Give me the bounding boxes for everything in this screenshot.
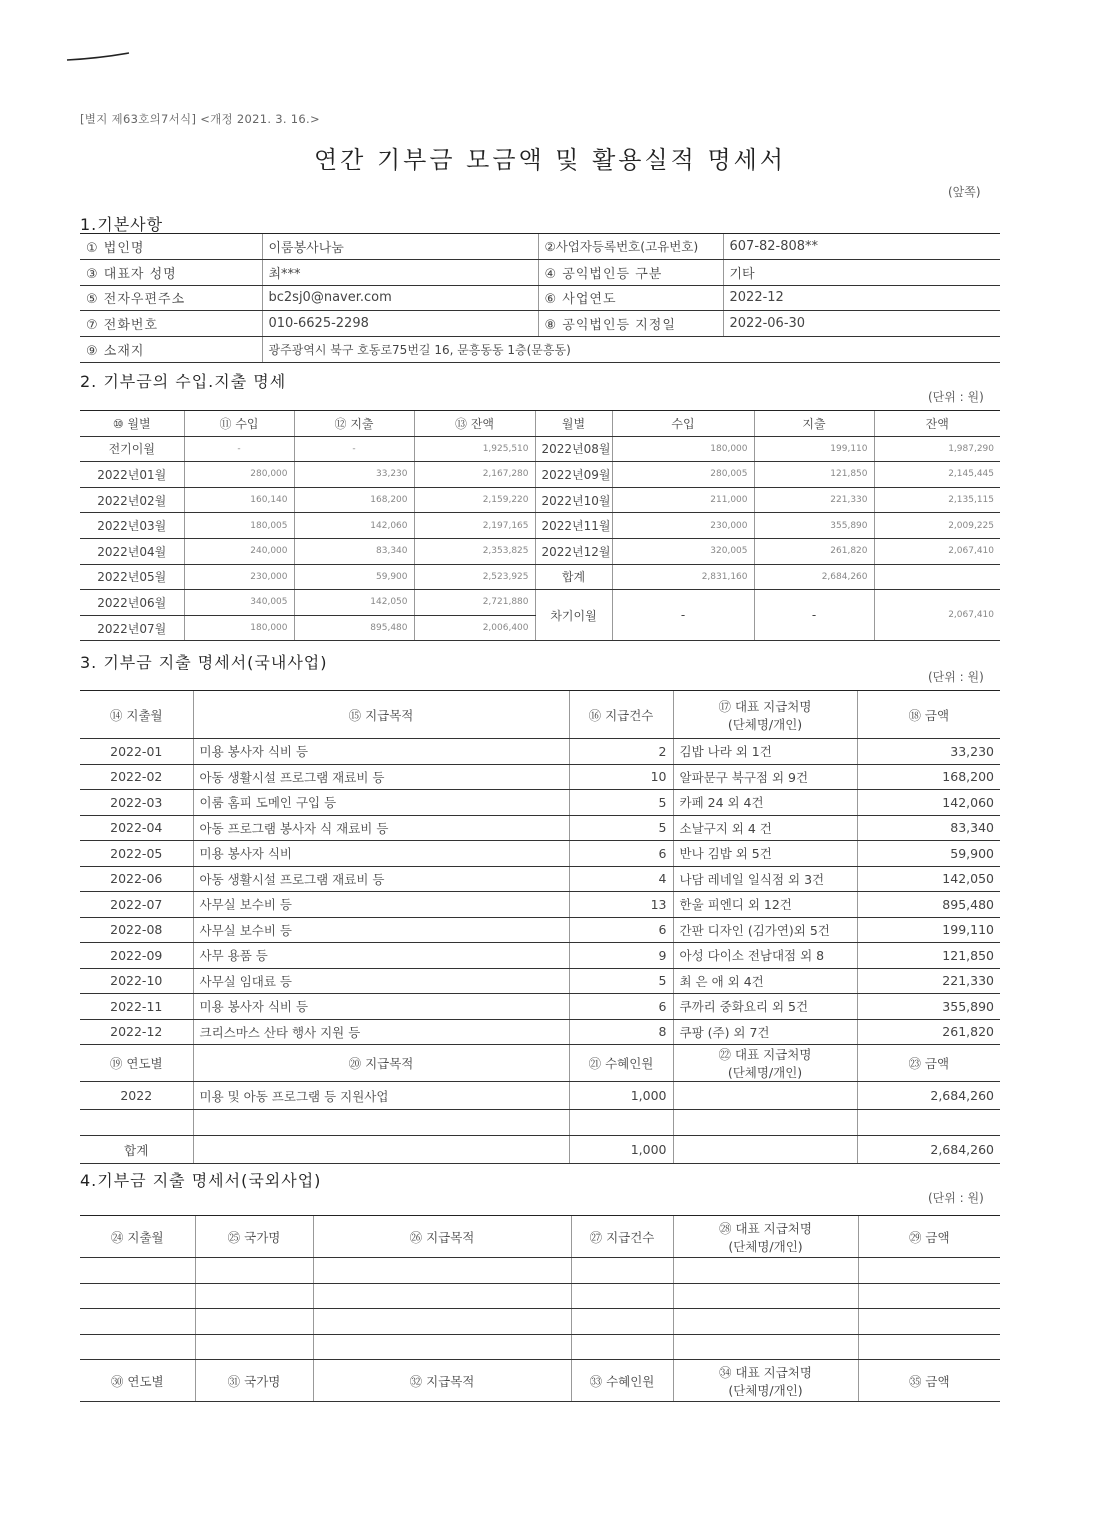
header-o-year: ㉚ 연도별: [80, 1360, 195, 1402]
apply-value: 2022-06-30: [723, 311, 1000, 337]
balance-cell: 1,987,290: [874, 436, 1000, 462]
header-payee-line2: (단체명/개인): [727, 716, 803, 732]
income-cell: 240,000: [184, 538, 294, 564]
overseas-header-row: [80, 1216, 1000, 1258]
header-o-beneficiaries: ㉝ 수혜인원: [571, 1360, 673, 1402]
income-cell: 280,005: [612, 462, 754, 488]
header-expense: ⑫ 지출: [294, 411, 414, 437]
phone-label: ⑦ 전화번호: [80, 311, 262, 337]
section1-heading: 1.기본사항: [80, 215, 164, 234]
spend-row: [80, 917, 1000, 943]
income-cell: 160,140: [184, 487, 294, 513]
spend-month: 2022-04: [80, 815, 193, 841]
spend-purpose: 이룸 홈피 도메인 구입 등: [193, 790, 569, 816]
corp-name-label: ① 법인명: [80, 234, 262, 260]
income-cell: 280,000: [184, 462, 294, 488]
balance-cell: [874, 564, 1000, 590]
header-balance: ⑬ 잔액: [414, 411, 535, 437]
header-amount: ⑱ 금액: [857, 691, 1000, 739]
header-income: ⑪ 수입: [184, 411, 294, 437]
overseas-spend-table: [80, 1215, 1000, 1402]
month-cell: 2022년08월: [535, 436, 612, 462]
expense-cell: 168,200: [294, 487, 414, 513]
income-row: [80, 487, 1000, 513]
header-purpose-2: ⑳ 지급목적: [193, 1045, 569, 1082]
income-cell: 211,000: [612, 487, 754, 513]
year-purpose: 미용 및 아동 프로그램 등 지원사업: [193, 1082, 569, 1110]
spend-row: [80, 815, 1000, 841]
spend-amount: 199,110: [857, 917, 1000, 943]
income-total-cell: 2,831,160: [612, 564, 754, 590]
spend-payee: 아성 다이소 전남대점 외 8: [673, 943, 857, 969]
year-amount: 2,684,260: [857, 1082, 1000, 1110]
spend-count: 9: [569, 943, 673, 969]
spend-month: 2022-03: [80, 790, 193, 816]
header-o-payee2-line2: (단체명/개인): [728, 1382, 803, 1398]
spend-count: 13: [569, 892, 673, 918]
income-row: [80, 564, 1000, 590]
spend-month: 2022-10: [80, 968, 193, 994]
header-o-payee2-line1: ㉞ 대표 지급처명: [719, 1364, 812, 1380]
header-o-payee-2: [673, 1360, 858, 1402]
income-cell: 230,000: [612, 513, 754, 539]
expense-cell: 83,340: [294, 538, 414, 564]
corp-name-value: 이룸봉사나눔: [262, 234, 538, 260]
expense-cell: 59,900: [294, 564, 414, 590]
spend-month: 2022-01: [80, 739, 193, 765]
year-payee: [673, 1082, 857, 1110]
spend-payee: 알파문구 북구점 외 9건: [673, 764, 857, 790]
rep-label: ③ 대표자 성명: [80, 259, 262, 285]
spend-purpose: 사무실 보수비 등: [193, 917, 569, 943]
balance-cell: 1,925,510: [414, 436, 535, 462]
spend-amount: 221,330: [857, 968, 1000, 994]
header-o-country: ㉕ 국가명: [195, 1216, 313, 1258]
header-payee2-line1: ㉒ 대표 지급처명: [718, 1047, 812, 1062]
balance-cell: 2,721,880: [414, 590, 535, 616]
balance-cell: 2,145,445: [874, 462, 1000, 488]
yearly-header-row: [80, 1045, 1000, 1082]
header-month: ⑩ 월별: [80, 411, 184, 437]
spend-count: 5: [569, 968, 673, 994]
blank-row: [80, 1110, 1000, 1136]
spend-month: 2022-09: [80, 943, 193, 969]
section2-unit: (단위 : 원): [928, 390, 984, 404]
balance-cell: 2,159,220: [414, 487, 535, 513]
spend-count: 10: [569, 764, 673, 790]
spend-amount: 142,060: [857, 790, 1000, 816]
spend-row: [80, 790, 1000, 816]
month-cell: 2022년04월: [80, 538, 184, 564]
type-label: ④ 공익법인등 구분: [538, 259, 723, 285]
spend-count: 4: [569, 866, 673, 892]
month-cell: 2022년02월: [80, 487, 184, 513]
expense-cell: 121,850: [754, 462, 874, 488]
section2-heading: 2. 기부금의 수입.지출 명세: [80, 372, 287, 391]
total-label-cell: 합계: [535, 564, 612, 590]
basic-row: [80, 259, 1000, 285]
page-side-label: (앞쪽): [948, 185, 981, 199]
spend-count: 8: [569, 1019, 673, 1045]
spend-purpose: 아동 생활시설 프로그램 재료비 등: [193, 866, 569, 892]
spend-payee: 김밥 나라 외 1건: [673, 739, 857, 765]
header-year: ⑲ 연도별: [80, 1045, 193, 1082]
spend-purpose: 사무실 보수비 등: [193, 892, 569, 918]
total-row: [80, 1136, 1000, 1164]
header-o-month: ㉔ 지출월: [80, 1216, 195, 1258]
email-value: bc2sj0@naver.com: [262, 285, 538, 311]
expense-cell: 142,060: [294, 513, 414, 539]
spend-row: [80, 968, 1000, 994]
document-title: 연간 기부금 모금액 및 활용실적 명세서: [313, 146, 787, 174]
section4-unit: (단위 : 원): [928, 1191, 984, 1205]
income-header-row: [80, 411, 1000, 437]
basic-row: [80, 311, 1000, 337]
year-value: 2022-12: [723, 285, 1000, 311]
spend-amount: 33,230: [857, 739, 1000, 765]
spend-row: [80, 892, 1000, 918]
expense-cell: 142,050: [294, 590, 414, 616]
year-label: ⑥ 사업연도: [538, 285, 723, 311]
expense-cell: 895,480: [294, 615, 414, 641]
income-cell: 340,005: [184, 590, 294, 616]
basic-row: [80, 285, 1000, 311]
header-payee: [673, 691, 857, 739]
type-value: 기타: [723, 259, 1000, 285]
spend-payee: 나담 레네일 일식점 외 3건: [673, 866, 857, 892]
spend-month: 2022-05: [80, 841, 193, 867]
spend-row: [80, 866, 1000, 892]
header-o-amount-2: ㉟ 금액: [858, 1360, 1000, 1402]
header-payee2-line2: (단체명/개인): [727, 1065, 803, 1080]
balance-cell: 2,067,410: [874, 538, 1000, 564]
income-cell: 180,005: [184, 513, 294, 539]
phone-value: 010-6625-2298: [262, 311, 538, 337]
spend-amount: 355,890: [857, 994, 1000, 1020]
income-row: [80, 538, 1000, 564]
month-cell: 2022년06월: [80, 590, 184, 616]
balance-cell: 2,009,225: [874, 513, 1000, 539]
spend-payee: 쿠팡 (주) 외 7건: [673, 1019, 857, 1045]
overseas-year-header-row: [80, 1360, 1000, 1402]
header-o-amount: ㉙ 금액: [858, 1216, 1000, 1258]
spend-amount: 59,900: [857, 841, 1000, 867]
spend-amount: 121,850: [857, 943, 1000, 969]
header-amount-2: ㉓ 금액: [857, 1045, 1000, 1082]
rep-value: 최***: [262, 259, 538, 285]
spend-payee: 한울 피엔디 외 12건: [673, 892, 857, 918]
income-cell: 320,005: [612, 538, 754, 564]
expense-cell: 33,230: [294, 462, 414, 488]
spend-row: [80, 764, 1000, 790]
spend-purpose: 미용 봉사자 식비: [193, 841, 569, 867]
income-cell: 180,000: [184, 615, 294, 641]
apply-label: ⑧ 공익법인등 지정일: [538, 311, 723, 337]
header-o-purpose: ㉖ 지급목적: [313, 1216, 571, 1258]
spend-purpose: 사무 용품 등: [193, 943, 569, 969]
total-label: 합계: [80, 1136, 193, 1164]
spend-purpose: 크리스마스 산타 행사 지원 등: [193, 1019, 569, 1045]
balance-cell: 2,167,280: [414, 462, 535, 488]
domestic-header-row: [80, 691, 1000, 739]
spend-payee: 카페 24 외 4건: [673, 790, 857, 816]
header-o-payee-line2: (단체명/개인): [728, 1238, 803, 1254]
income-expense-table: [80, 410, 1000, 641]
month-cell: 2022년01월: [80, 462, 184, 488]
total-payee: [673, 1136, 857, 1164]
spend-month: 2022-02: [80, 764, 193, 790]
yearly-row: [80, 1082, 1000, 1110]
basic-row: [80, 337, 1000, 363]
carry-expense-cell: -: [754, 590, 874, 641]
spend-purpose: 사무실 임대료 등: [193, 968, 569, 994]
month-cell: 2022년07월: [80, 615, 184, 641]
header-balance-2: 잔액: [874, 411, 1000, 437]
addr-label: ⑨ 소재지: [80, 337, 262, 363]
basic-row: [80, 234, 1000, 260]
header-count: ⑯ 지급건수: [569, 691, 673, 739]
spend-purpose: 미용 봉사자 식비 등: [193, 994, 569, 1020]
spend-row: [80, 994, 1000, 1020]
spend-purpose: 아동 생활시설 프로그램 재료비 등: [193, 764, 569, 790]
total-amount: 2,684,260: [857, 1136, 1000, 1164]
header-o-payee-line1: ㉘ 대표 지급처명: [719, 1220, 812, 1236]
expense-total-cell: 2,684,260: [754, 564, 874, 590]
spend-row: [80, 841, 1000, 867]
month-cell: 2022년11월: [535, 513, 612, 539]
month-cell: 2022년03월: [80, 513, 184, 539]
header-o-count: ㉗ 지급건수: [571, 1216, 673, 1258]
carry-label-cell: 차기이월: [535, 590, 612, 641]
spend-month: 2022-12: [80, 1019, 193, 1045]
overseas-blank-row: [80, 1283, 1000, 1309]
total-beneficiaries: 1,000: [569, 1136, 673, 1164]
overseas-blank-row: [80, 1334, 1000, 1360]
header-expense-2: 지출: [754, 411, 874, 437]
balance-cell: 2,006,400: [414, 615, 535, 641]
income-cell: 180,000: [612, 436, 754, 462]
month-cell: 2022년10월: [535, 487, 612, 513]
balance-cell: 2,523,925: [414, 564, 535, 590]
spend-payee: 소날구지 외 4 건: [673, 815, 857, 841]
expense-cell: 355,890: [754, 513, 874, 539]
spend-amount: 168,200: [857, 764, 1000, 790]
header-income-2: 수입: [612, 411, 754, 437]
domestic-spend-table: [80, 690, 1000, 1164]
total-purpose: [193, 1136, 569, 1164]
spend-month: 2022-08: [80, 917, 193, 943]
expense-cell: -: [294, 436, 414, 462]
header-o-purpose-2: ㉜ 지급목적: [313, 1360, 571, 1402]
income-cell: -: [184, 436, 294, 462]
income-row: [80, 513, 1000, 539]
form-number: [별지 제63호의7서식] <개정 2021. 3. 16.>: [80, 112, 320, 126]
overseas-blank-row: [80, 1309, 1000, 1335]
spend-purpose: 아동 프로그램 봉사자 식 재료비 등: [193, 815, 569, 841]
spend-count: 5: [569, 815, 673, 841]
addr-value: 광주광역시 북구 호동로75번길 16, 문흥동동 1층(문흥동): [262, 337, 1000, 363]
balance-cell: 2,135,115: [874, 487, 1000, 513]
spend-month: 2022-06: [80, 866, 193, 892]
spend-amount: 261,820: [857, 1019, 1000, 1045]
spend-count: 6: [569, 841, 673, 867]
header-purpose: ⑮ 지급목적: [193, 691, 569, 739]
basic-info-table: [80, 233, 1000, 363]
section3-unit: (단위 : 원): [928, 670, 984, 684]
header-o-payee: [673, 1216, 858, 1258]
bizno-value: 607-82-808**: [723, 234, 1000, 260]
pen-stroke-mark: [66, 50, 130, 64]
email-label: ⑤ 전자우편주소: [80, 285, 262, 311]
spend-purpose: 미용 봉사자 식비 등: [193, 739, 569, 765]
spend-count: 6: [569, 994, 673, 1020]
spend-amount: 142,050: [857, 866, 1000, 892]
carry-income-cell: -: [612, 590, 754, 641]
month-cell: 전기이월: [80, 436, 184, 462]
month-cell: 2022년09월: [535, 462, 612, 488]
carry-balance-cell: 2,067,410: [874, 590, 1000, 641]
header-spend-month: ⑭ 지출월: [80, 691, 193, 739]
month-cell: 2022년05월: [80, 564, 184, 590]
income-row: [80, 462, 1000, 488]
header-o-country-2: ㉛ 국가명: [195, 1360, 313, 1402]
year-cell: 2022: [80, 1082, 193, 1110]
header-month-2: 월별: [535, 411, 612, 437]
spend-count: 2: [569, 739, 673, 765]
income-row: [80, 590, 1000, 616]
spend-amount: 895,480: [857, 892, 1000, 918]
spend-month: 2022-11: [80, 994, 193, 1020]
spend-row: [80, 943, 1000, 969]
spend-payee: 최 은 애 외 4건: [673, 968, 857, 994]
section4-heading: 4.기부금 지출 명세서(국외사업): [80, 1171, 322, 1190]
header-beneficiaries: ㉑ 수혜인원: [569, 1045, 673, 1082]
balance-cell: 2,197,165: [414, 513, 535, 539]
section3-heading: 3. 기부금 지출 명세서(국내사업): [80, 653, 328, 672]
expense-cell: 199,110: [754, 436, 874, 462]
year-beneficiaries: 1,000: [569, 1082, 673, 1110]
spend-count: 6: [569, 917, 673, 943]
spend-month: 2022-07: [80, 892, 193, 918]
spend-payee: 쿠까리 중화요리 외 5건: [673, 994, 857, 1020]
overseas-blank-row: [80, 1258, 1000, 1284]
spend-payee: 간판 디자인 (김가연)외 5건: [673, 917, 857, 943]
income-row: [80, 436, 1000, 462]
expense-cell: 261,820: [754, 538, 874, 564]
spend-row: [80, 739, 1000, 765]
spend-count: 5: [569, 790, 673, 816]
header-payee-line1: ⑰ 대표 지급처명: [718, 698, 812, 714]
spend-amount: 83,340: [857, 815, 1000, 841]
income-cell: 230,000: [184, 564, 294, 590]
bizno-label: ②사업자등록번호(고유번호): [538, 234, 723, 260]
expense-cell: 221,330: [754, 487, 874, 513]
spend-payee: 반나 김밥 외 5건: [673, 841, 857, 867]
month-cell: 2022년12월: [535, 538, 612, 564]
balance-cell: 2,353,825: [414, 538, 535, 564]
spend-row: [80, 1019, 1000, 1045]
header-payee-2: [673, 1045, 857, 1082]
